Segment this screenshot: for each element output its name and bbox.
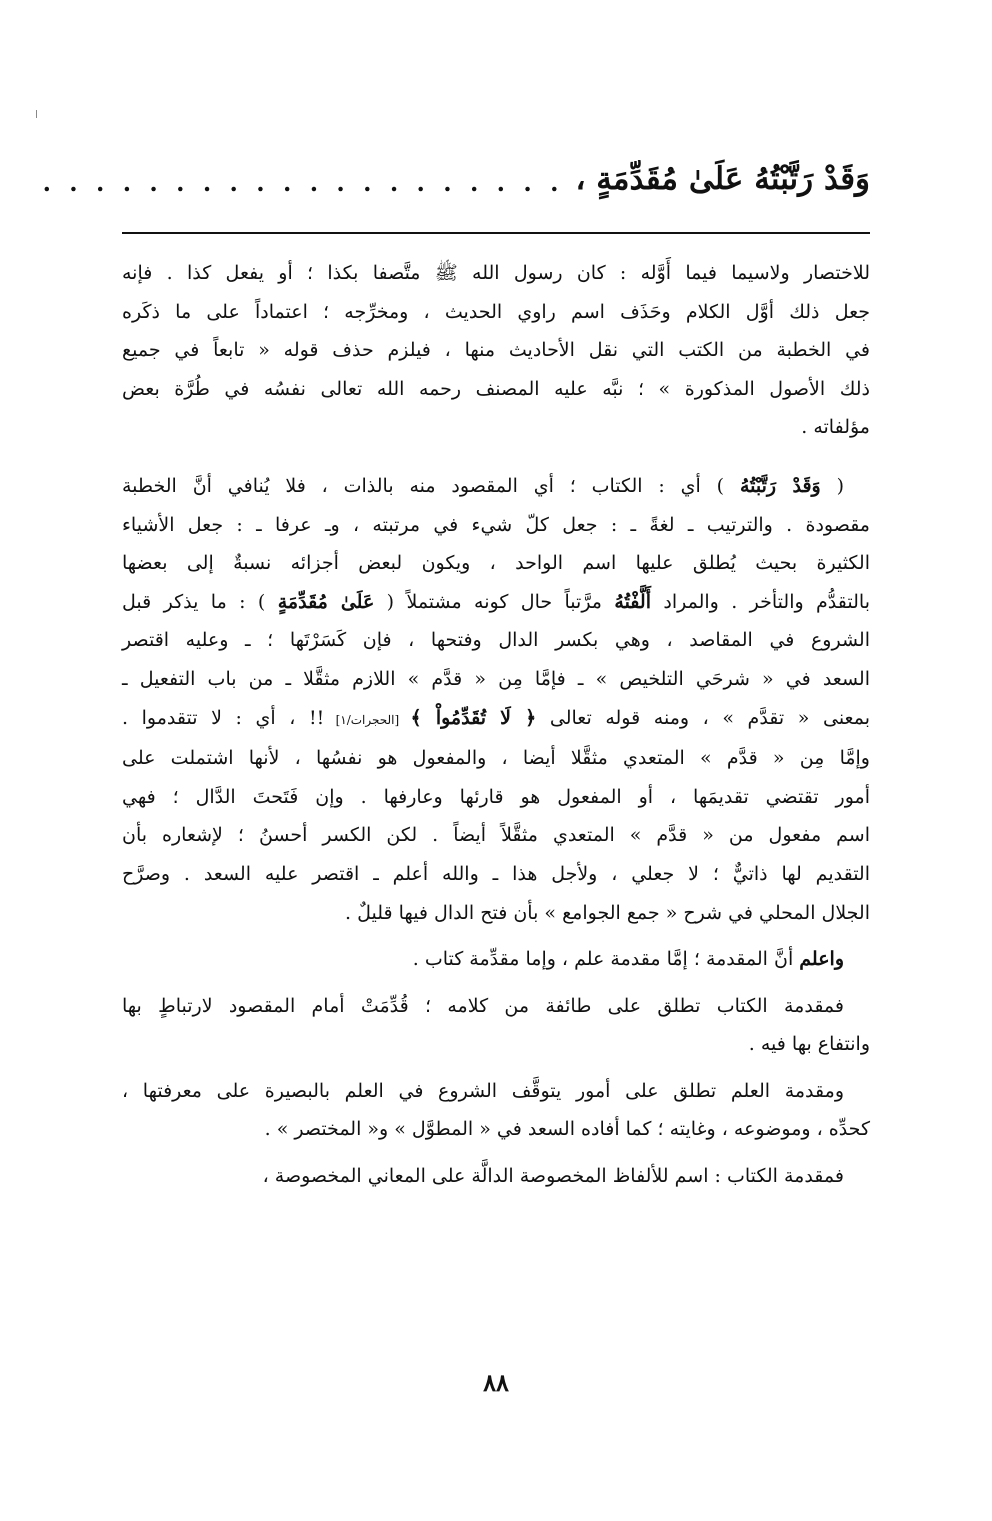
text-line: وإمَّا مِن « قدَّم » المتعدي مثقَّلا أيضا ، والمفعول هو نفسُها ، لأنها اشتملت على xyxy=(122,747,870,770)
paragraph-gap xyxy=(122,447,870,467)
text-run: ) : ما يذكر قبل xyxy=(122,590,278,613)
quran-quote: ﴿ لَا تُقَدِّمُواْ ﴾ xyxy=(410,706,537,729)
matn-quote: عَلَىٰ مُقَدِّمَةٍ xyxy=(277,590,375,613)
text-run: بالتقدُّم والتأخر . والمراد xyxy=(651,590,870,613)
paragraph-3 xyxy=(122,940,870,979)
paragraph-gap xyxy=(122,979,870,987)
text-run: !! ، أي : لا تتقدموا . xyxy=(122,706,325,729)
paragraph-6 xyxy=(122,1157,870,1196)
text-line xyxy=(122,940,870,979)
text-line: في الخطبة من الكتب التي نقل الأحاديث منها ، فيلزم حذف قوله « تابعاً في جميع xyxy=(122,339,870,362)
text-line: وانتفاع بها فيه . xyxy=(748,1033,870,1056)
text-line: اسم مفعول من « قدَّم » المتعدي مثقَّلاً أيضاً . لكن الكسر أحسنُ ؛ لإشعاره بأن xyxy=(122,824,870,847)
text-run: بمعنى « تقدَّم » ، ومنه قوله تعالى xyxy=(536,706,870,729)
header-rule xyxy=(122,232,870,234)
scan-edge-mark xyxy=(36,110,37,118)
text-line: كحدِّه ، وموضوعه ، وغايته ؛ كما أفاده السعد في « المطوَّل » و« المختصر » . xyxy=(264,1118,870,1141)
text-line: جعل ذلك أوَّل الكلام وحَذَف اسم راوي الحديث ، ومخرِّجه ؛ اعتماداً على ما ذكَره xyxy=(122,300,870,323)
text-line: الجلال المحلي في شرح « جمع الجوامع » بأن فتح الدال فيها قليلٌ . xyxy=(345,901,870,924)
running-header xyxy=(42,143,870,203)
paragraph-gap xyxy=(122,1064,870,1072)
text-run: مرَّتباً حال كونه مشتملاً ( xyxy=(374,590,615,613)
text-line: للاختصار ولاسيما فيما أَوَّله : كان رسول الله ﷺ متَّصفا بكذا ؛ أو يفعل كذا . فإنه xyxy=(122,262,870,284)
paragraph-1 xyxy=(122,254,870,447)
text-run: ) أي : الكتاب ؛ أي المقصود منه بالذات ، فلا يُنافي أنَّ الخطبة xyxy=(122,474,740,497)
paragraph-4 xyxy=(122,987,870,1064)
text-line xyxy=(122,467,870,506)
text-line: أمور تقتضي تقديمَها ، أو المفعول هو قارئها وعارفها . وإن فَتَحتَ الدَّال ؛ فهي xyxy=(122,785,870,808)
text-line xyxy=(122,699,870,740)
text-line: فمقدمة الكتاب : اسم للألفاظ المخصوصة الدالَّة على المعاني المخصوصة ، xyxy=(262,1165,844,1188)
text-run: أنَّ المقدمة ؛ إمَّا مقدمة علم ، وإما مقدِّمة كتاب . xyxy=(412,948,800,971)
page-number: ٨٨ xyxy=(483,1368,509,1397)
paragraph-gap xyxy=(122,932,870,940)
text-line xyxy=(122,583,870,622)
lead-word: واعلم xyxy=(799,948,844,971)
text-line: ذلك الأصول المذكورة » ؛ نبَّه عليه المصنف رحمه الله تعالى نفسُه في طُرَّة بعض xyxy=(122,377,870,400)
paragraph-gap xyxy=(122,1149,870,1157)
text-line: السعد في « شرحَي التلخيص » ـ فإمَّا مِن « قدَّم » اللازم مثقَّلا ـ من باب التفعيل ـ xyxy=(122,667,870,690)
text-line: التقديم لها ذاتيٌّ ؛ لا جعلي ، ولأجل هذا ـ والله أعلم ـ اقتصر عليه السعد . وصرَّح xyxy=(122,862,870,885)
text-line: الشروع في المقاصد ، وهي بكسر الدال وفتحها ، فإن كَسَرْتَها ؛ ـ وعليه اقتصر xyxy=(122,629,870,652)
paren-open: ( xyxy=(820,474,844,497)
text-line: الكثيرة بحيث يُطلق عليها اسم الواحد ، ويكون لبعض أجزائه نسبةٌ إلى بعضها xyxy=(122,552,870,575)
text-line: مؤلفاته . xyxy=(801,416,870,439)
page-body xyxy=(122,254,870,1196)
quran-reference: [الحجرات/١] xyxy=(324,712,411,727)
matn-quote: وَقَدْ رَتَّبْتُهُ xyxy=(739,474,821,497)
text-line: مقصودة . والترتيب ـ لغةً ـ : جعل كلّ شيء في مرتبته ، وـ عرفا ـ : جعل الأشياء xyxy=(122,513,870,536)
text-line: ومقدمة العلم تطلق على أمور يتوقَّف الشروع في العلم بالبصيرة على معرفتها ، xyxy=(122,1079,844,1102)
paragraph-2 xyxy=(122,467,870,932)
running-header-dots: . . . . . . . . . . . . . . . . . . . . xyxy=(42,168,564,197)
paragraph-5 xyxy=(122,1072,870,1149)
running-header-title: وَقَدْ رَتَّبْتُهُ عَلَىٰ مُقَدِّمَةٍ ، xyxy=(575,161,870,197)
matn-quote: أَلَّفْتُهُ xyxy=(614,590,651,613)
text-line: فمقدمة الكتاب تطلق على طائفة من كلامه ؛ قُدِّمَتْ أمام المقصود لارتباطٍ بها xyxy=(122,994,844,1017)
